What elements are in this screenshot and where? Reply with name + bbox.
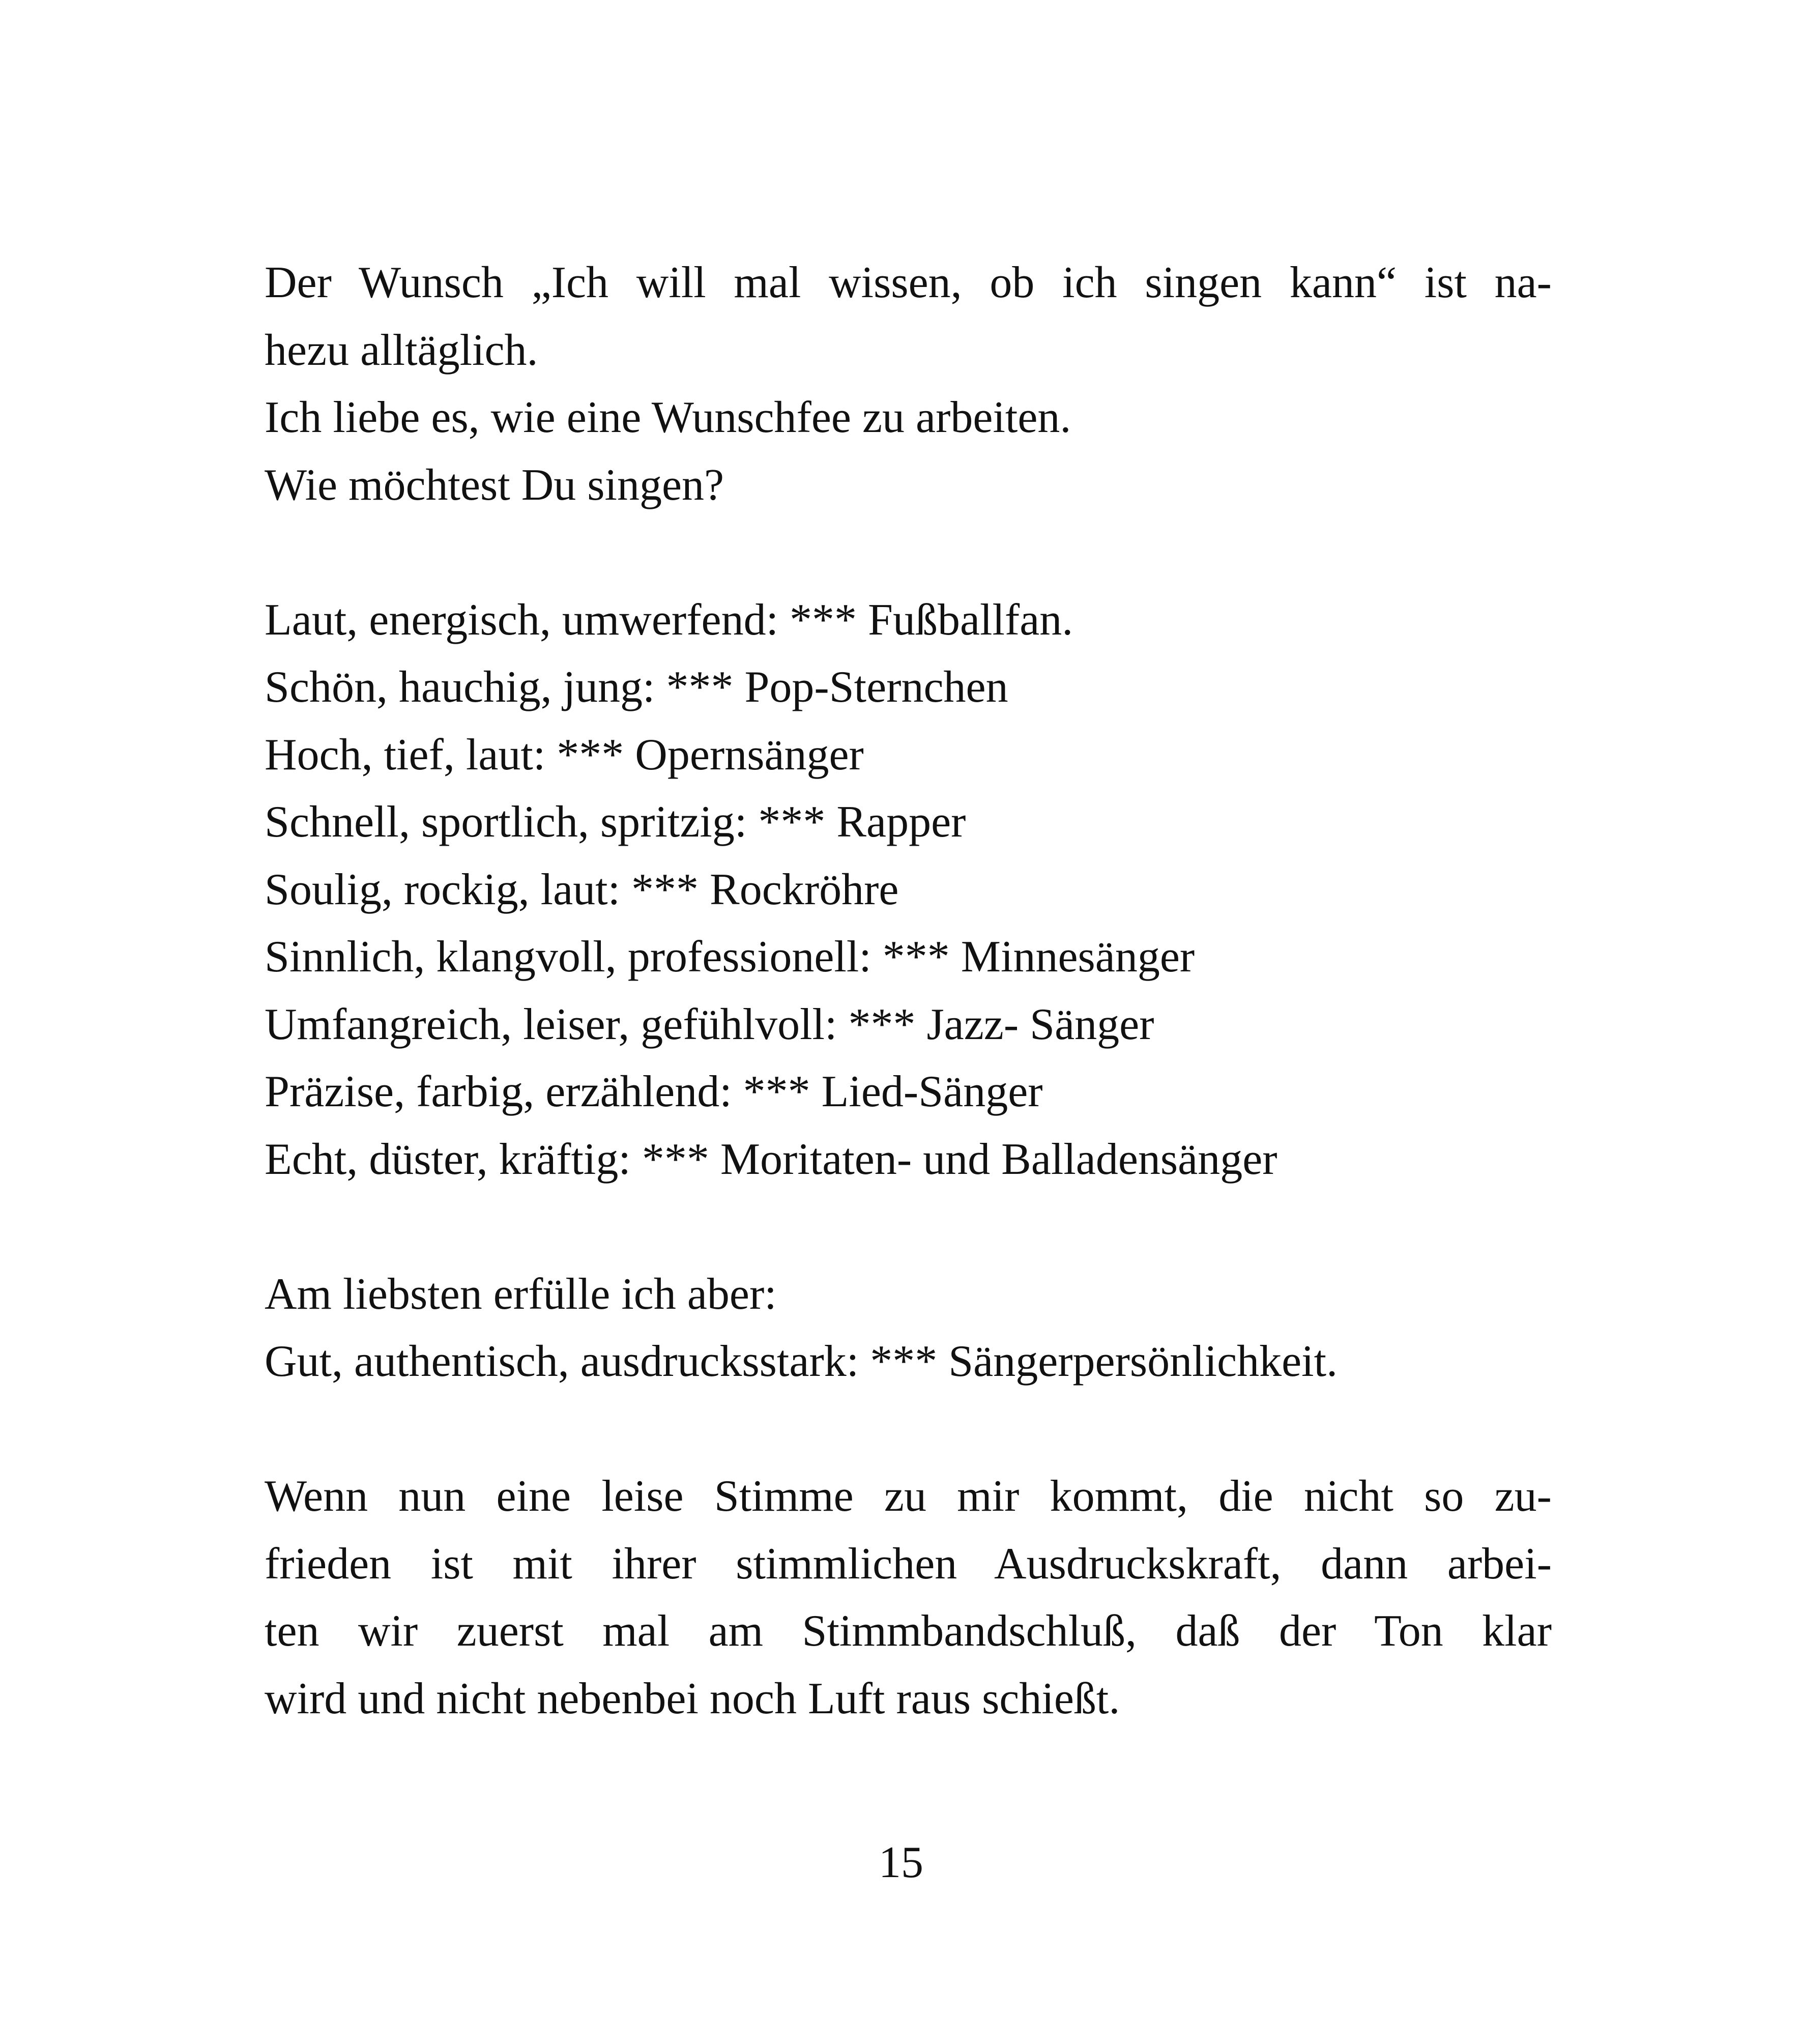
singer-type-item: Umfangreich, leiser, gefühlvoll: *** Jazz- Sänger xyxy=(265,999,1154,1049)
text-line: Ich liebe es, wie eine Wunschfee zu arbeiten. xyxy=(265,393,1071,442)
paragraph-gap xyxy=(265,519,1552,587)
intro-paragraph xyxy=(265,249,1552,519)
text-line: Am liebsten erfülle ich aber: xyxy=(265,1269,777,1319)
closing-paragraph xyxy=(265,1463,1552,1733)
singer-type-item: Soulig, rockig, laut: *** Rockröhre xyxy=(265,865,899,914)
text-line: Gut, authentisch, ausdrucksstark: *** Sängerpersönlichkeit. xyxy=(265,1337,1338,1386)
singer-type-item: Sinnlich, klangvoll, professionell: *** Minnesänger xyxy=(265,932,1195,982)
singer-type-item: Hoch, tief, laut: *** Opernsänger xyxy=(265,730,864,780)
text-line: frieden ist mit ihrer stimmlichen Ausdruckskraft, dann arbei- xyxy=(265,1539,1552,1589)
page-number: 15 xyxy=(879,1838,923,1887)
singer-type-item: Schön, hauchig, jung: *** Pop-Sternchen xyxy=(265,663,1008,712)
paragraph-gap xyxy=(265,1396,1552,1463)
favorite-paragraph xyxy=(265,1261,1552,1396)
singer-type-list xyxy=(265,587,1552,1194)
text-line: wird und nicht nebenbei noch Luft raus schießt. xyxy=(265,1674,1120,1723)
singer-type-item: Präzise, farbig, erzählend: *** Lied-Sänger xyxy=(265,1067,1043,1116)
singer-type-item: Echt, düster, kräftig: *** Moritaten- und Balladensänger xyxy=(265,1134,1277,1184)
text-line: Wie möchtest Du singen? xyxy=(265,460,724,510)
text-line: Wenn nun eine leise Stimme zu mir kommt, die nicht so zu- xyxy=(265,1472,1552,1521)
singer-type-item: Laut, energisch, umwerfend: *** Fußballfan. xyxy=(265,595,1073,645)
text-line: ten wir zuerst mal am Stimmbandschluß, daß der Ton klar xyxy=(265,1606,1552,1656)
text-line: hezu alltäglich. xyxy=(265,325,538,375)
text-line: Der Wunsch „Ich will mal wissen, ob ich singen kann“ ist na- xyxy=(265,258,1552,307)
page-body xyxy=(265,249,1552,1733)
paragraph-gap xyxy=(265,1193,1552,1261)
singer-type-item: Schnell, sportlich, spritzig: *** Rapper xyxy=(265,797,966,847)
